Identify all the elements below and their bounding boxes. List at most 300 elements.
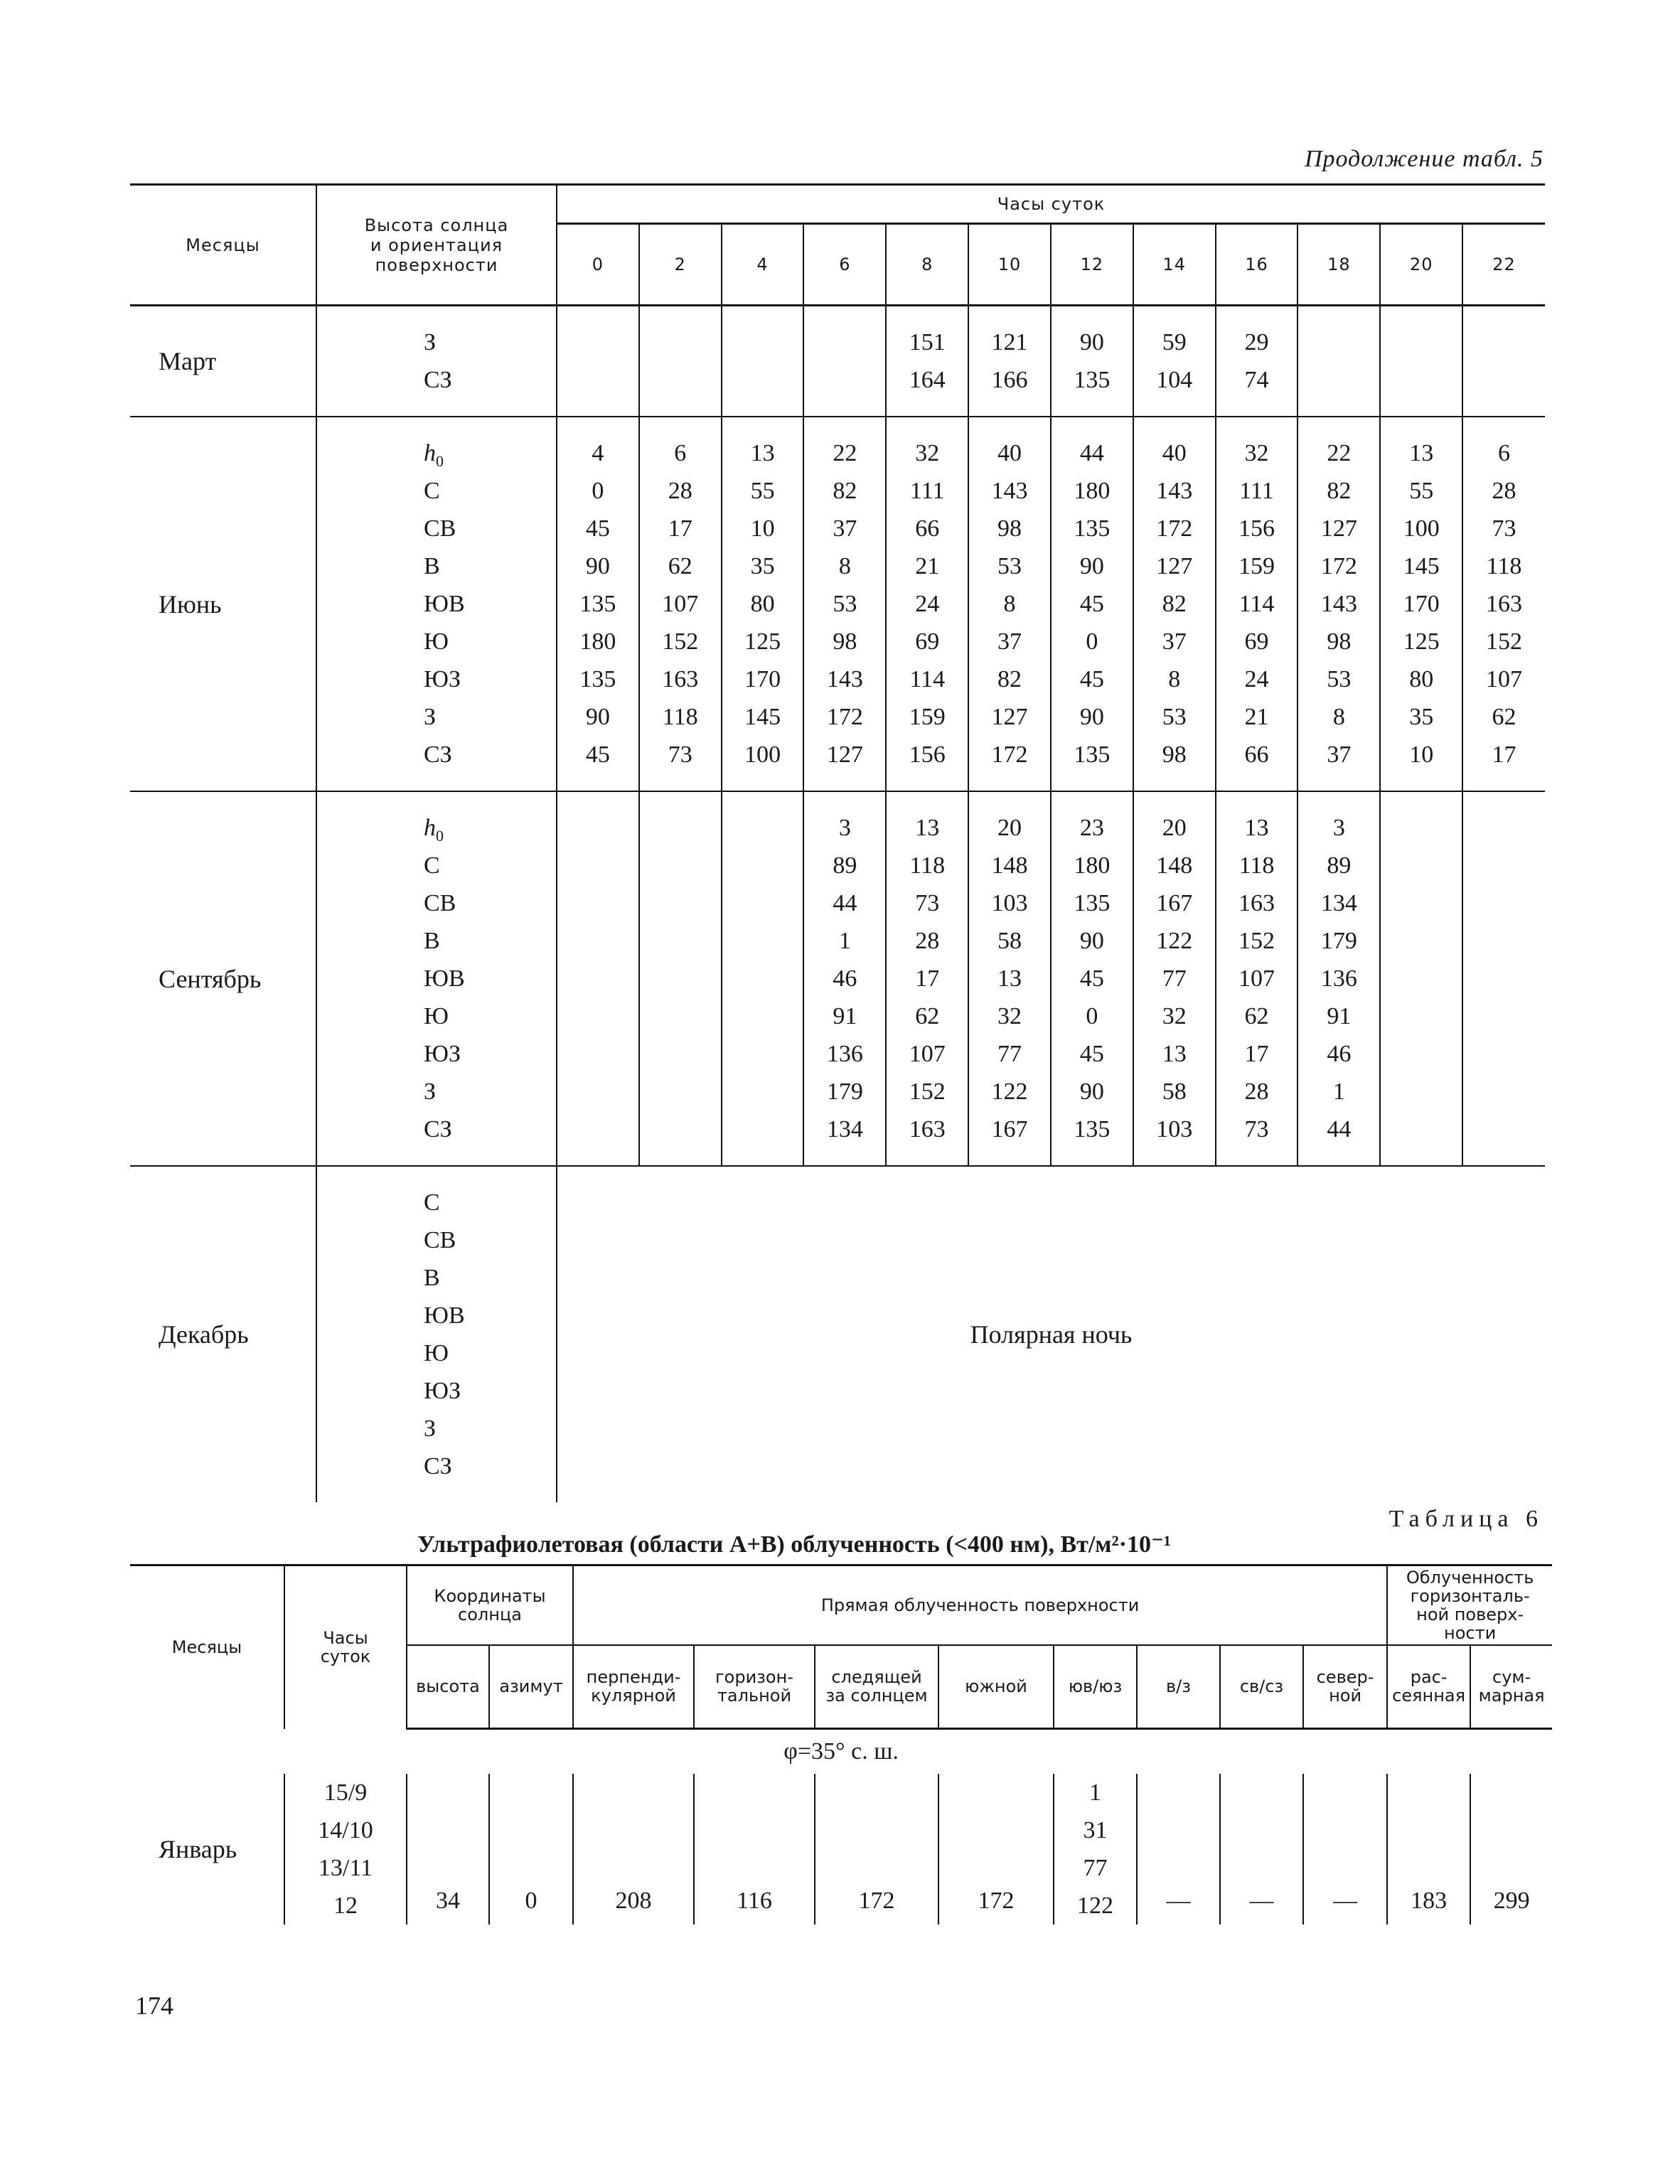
orientation-label: С (424, 852, 440, 879)
value: 180 (1074, 852, 1111, 879)
value-column-cell (1133, 791, 1216, 1166)
value: 156 (909, 742, 946, 768)
value (1381, 1110, 1462, 1148)
value: 32 (1244, 440, 1269, 466)
orientation-label: ЮЗ (424, 1041, 461, 1067)
t6-col-diffuse: рас- сеянная (1387, 1645, 1470, 1729)
value: 172 (991, 742, 1028, 768)
value: 53 (833, 591, 857, 617)
value: 1 (838, 928, 851, 954)
t6-hour-value: 13/11 (318, 1855, 373, 1881)
value (640, 847, 721, 884)
value (1463, 323, 1545, 361)
value: 172 (826, 704, 863, 730)
orientation-label: З (424, 1415, 437, 1442)
value-column-cell (722, 417, 804, 791)
value: 44 (1327, 1116, 1352, 1142)
value: 66 (1244, 742, 1269, 768)
value: 107 (909, 1041, 946, 1067)
t6-hour-value: 12 (333, 1893, 358, 1919)
value: 118 (1486, 553, 1522, 579)
value (1381, 847, 1462, 884)
month-cell: Декабрь (159, 1320, 249, 1349)
orientation-label: ЮЗ (424, 1378, 461, 1404)
value: 46 (833, 965, 857, 992)
hour-col-header: 2 (639, 224, 722, 306)
value (557, 884, 638, 922)
value: 118 (1238, 852, 1275, 879)
value: 90 (1079, 329, 1104, 355)
value: 134 (1320, 890, 1357, 916)
orientation-label: З (424, 704, 437, 730)
value: 179 (826, 1078, 863, 1105)
value: 13 (1409, 440, 1434, 466)
month-cell: Март (130, 306, 316, 417)
value: 8 (1332, 704, 1345, 730)
table-6-title: Ультрафиолетовая (области A+B) облученность (<400 нм), Вт/м²·10⁻¹ (417, 1531, 1172, 1558)
hour-col-header: 14 (1133, 224, 1216, 306)
t6-ne-nw-cell: — (1220, 1774, 1303, 1925)
value (1381, 809, 1462, 847)
value (1381, 1073, 1462, 1110)
value: 114 (909, 666, 946, 692)
value: 90 (585, 553, 610, 579)
value: 167 (991, 1116, 1028, 1142)
value (722, 960, 803, 997)
orientation-label: ЮВ (424, 1302, 465, 1329)
value: 152 (909, 1078, 946, 1105)
hour-col-header: 6 (803, 224, 886, 306)
value (557, 960, 638, 997)
value: 107 (1486, 666, 1523, 692)
t6-col-e-w: в/з (1137, 1645, 1220, 1729)
value: 156 (1238, 515, 1275, 542)
value-column-cell (1380, 791, 1462, 1166)
value: 17 (1492, 742, 1516, 768)
value: 32 (1162, 1003, 1187, 1029)
value: 0 (1086, 1003, 1098, 1029)
t6-col-height: высота (407, 1645, 489, 1729)
value: 135 (1074, 742, 1111, 768)
value (640, 997, 721, 1035)
value: 100 (1403, 515, 1440, 542)
value-column-cell (886, 417, 968, 791)
value: 35 (750, 553, 775, 579)
orientation-cell (316, 417, 557, 791)
value: 111 (1239, 478, 1274, 504)
value: 103 (991, 890, 1028, 916)
value: 98 (833, 628, 857, 655)
value-column-cell (557, 306, 639, 417)
orientation-cell (316, 1166, 557, 1502)
orientation-cell (316, 306, 557, 417)
orientation-label: Ю (424, 1340, 449, 1366)
value: 111 (909, 478, 945, 504)
value: 13 (915, 815, 940, 841)
orientation-label: СВ (424, 890, 456, 916)
value: 58 (1162, 1078, 1187, 1105)
value (1463, 1110, 1545, 1148)
value: 62 (1492, 704, 1516, 730)
orientation-label: В (424, 928, 440, 954)
t6-se-sw-value: 31 (1083, 1817, 1108, 1843)
value (1298, 323, 1379, 361)
value: 104 (1156, 367, 1193, 393)
value (1463, 1073, 1545, 1110)
value: 1 (1332, 1078, 1345, 1105)
value: 172 (1320, 553, 1357, 579)
value-column-cell (886, 791, 968, 1166)
value: 145 (1403, 553, 1440, 579)
value (1381, 922, 1462, 960)
t6-col-horizontal-irr: Облученность горизонталь- ной поверх- ности (1387, 1565, 1552, 1645)
value (1381, 997, 1462, 1035)
value: 77 (1162, 965, 1187, 992)
orientation-label: $h_0$ (424, 440, 444, 470)
value: 148 (1156, 852, 1193, 879)
value: 127 (1156, 553, 1193, 579)
value: 90 (1079, 928, 1104, 954)
t6-height-cell: 34 (407, 1774, 489, 1925)
value: 13 (1244, 815, 1269, 841)
value: 98 (1162, 742, 1187, 768)
orientation-label: СВ (424, 1227, 456, 1253)
value-column-cell (803, 306, 886, 417)
value: 90 (585, 704, 610, 730)
t6-col-azimuth: азимут (489, 1645, 573, 1729)
value: 127 (826, 742, 863, 768)
value: 151 (909, 329, 946, 355)
value (1381, 361, 1462, 399)
hour-col-header: 20 (1380, 224, 1462, 306)
orientation-label: СЗ (424, 1453, 452, 1479)
value: 55 (750, 478, 775, 504)
value: 82 (1162, 591, 1187, 617)
orientation-label: Ю (424, 628, 449, 655)
value: 77 (997, 1041, 1022, 1067)
value-column-cell (1216, 791, 1298, 1166)
value (557, 361, 638, 399)
value: 32 (997, 1003, 1022, 1029)
month-group (130, 1166, 1545, 1502)
t6-col-months: Месяцы (130, 1565, 284, 1729)
value: 74 (1244, 367, 1269, 393)
value-column-cell (639, 306, 722, 417)
value: 59 (1162, 329, 1187, 355)
value: 24 (915, 591, 940, 617)
value: 13 (1162, 1041, 1187, 1067)
value: 13 (997, 965, 1022, 992)
value (557, 1110, 638, 1148)
value: 28 (915, 928, 940, 954)
value-column-cell (722, 306, 804, 417)
value (1381, 884, 1462, 922)
t6-col-south: южной (938, 1645, 1054, 1729)
t6-col-north: север- ной (1303, 1645, 1387, 1729)
orientation-label: С (424, 1189, 440, 1216)
t6-total-cell: 299 (1470, 1774, 1552, 1925)
orientation-label: Ю (424, 1003, 449, 1029)
value (722, 847, 803, 884)
value: 45 (1079, 591, 1104, 617)
value (557, 922, 638, 960)
value: 80 (750, 591, 775, 617)
value (804, 323, 885, 361)
value: 172 (1156, 515, 1193, 542)
value-column-cell (1133, 306, 1216, 417)
t6-azimuth-cell: 0 (489, 1774, 573, 1925)
value: 37 (833, 515, 857, 542)
t6-se-sw-value: 1 (1089, 1779, 1102, 1806)
table-6-label: Таблица 6 (1389, 1506, 1543, 1532)
value-column-cell (557, 417, 639, 791)
value: 163 (1486, 591, 1523, 617)
month-cell: Сентябрь (130, 791, 316, 1166)
value-column-cell (803, 417, 886, 791)
value (557, 997, 638, 1035)
value: 55 (1409, 478, 1434, 504)
value: 3 (1332, 815, 1345, 841)
t6-hours-cell (284, 1774, 407, 1925)
value (640, 1035, 721, 1073)
value: 35 (1409, 704, 1434, 730)
col-height-orientation-header: Высота солнца и ориентация поверхности (316, 185, 557, 306)
value: 159 (909, 704, 946, 730)
value: 90 (1079, 553, 1104, 579)
value: 53 (997, 553, 1022, 579)
value: 62 (668, 553, 692, 579)
value: 91 (833, 1003, 857, 1029)
hour-col-header: 4 (722, 224, 804, 306)
value (640, 1073, 721, 1110)
hour-col-header: 10 (968, 224, 1051, 306)
value: 22 (833, 440, 857, 466)
t6-perp-cell: 208 (573, 1774, 694, 1925)
value: 17 (1244, 1041, 1269, 1067)
value: 118 (909, 852, 946, 879)
value (722, 922, 803, 960)
value (722, 997, 803, 1035)
value: 90 (1079, 704, 1104, 730)
value-column-cell (968, 791, 1051, 1166)
value: 170 (1403, 591, 1440, 617)
value (640, 884, 721, 922)
value-column-cell (968, 306, 1051, 417)
value: 118 (662, 704, 698, 730)
value: 135 (579, 591, 616, 617)
value (804, 361, 885, 399)
hour-col-header: 12 (1051, 224, 1133, 306)
t6-e-w-cell: — (1137, 1774, 1220, 1925)
value: 21 (915, 553, 940, 579)
hour-col-header: 18 (1298, 224, 1380, 306)
value-column-cell (722, 791, 804, 1166)
orientation-cell (316, 791, 557, 1166)
t6-horiz-cell: 116 (694, 1774, 815, 1925)
value: 125 (1403, 628, 1440, 655)
value: 10 (750, 515, 775, 542)
value: 73 (1244, 1116, 1269, 1142)
value (1463, 922, 1545, 960)
value: 24 (1244, 666, 1269, 692)
table-continuation-caption: Продолжение табл. 5 (1304, 146, 1543, 172)
value (640, 809, 721, 847)
orientation-label: ЮЗ (424, 666, 461, 692)
value (1463, 1035, 1545, 1073)
value: 167 (1156, 890, 1193, 916)
t6-col-horiz: горизон- тальной (694, 1645, 815, 1729)
value (557, 323, 638, 361)
t6-col-perp: перпенди- кулярной (573, 1645, 694, 1729)
value-column-cell (1133, 417, 1216, 791)
orientation-label: ЮВ (424, 591, 465, 617)
polar-night-note: Полярная ночь (557, 1166, 1545, 1502)
value: 20 (1162, 815, 1187, 841)
value: 143 (1156, 478, 1193, 504)
value-column-cell (1298, 791, 1380, 1166)
orientation-label: В (424, 1265, 440, 1291)
value: 152 (662, 628, 699, 655)
value: 23 (1079, 815, 1104, 841)
value: 6 (1498, 440, 1511, 466)
value: 17 (668, 515, 692, 542)
month-cell: Июнь (130, 417, 316, 791)
value: 45 (1079, 666, 1104, 692)
value: 82 (833, 478, 857, 504)
value: 89 (1327, 852, 1352, 879)
t6-latitude-row: φ=35° с. ш. (783, 1738, 899, 1765)
value: 159 (1238, 553, 1275, 579)
value: 145 (744, 704, 781, 730)
t6-hour-value: 14/10 (318, 1817, 373, 1843)
value-column-cell (1051, 417, 1133, 791)
value: 46 (1327, 1041, 1352, 1067)
value: 135 (1074, 515, 1111, 542)
value: 44 (1079, 440, 1104, 466)
value: 107 (662, 591, 699, 617)
page-number: 174 (135, 1991, 173, 2020)
value: 143 (991, 478, 1028, 504)
value: 28 (1492, 478, 1516, 504)
t6-col-total: сум- марная (1470, 1645, 1552, 1729)
value: 89 (833, 852, 857, 879)
col-months-header: Месяцы (130, 185, 316, 306)
value: 122 (1156, 928, 1193, 954)
value: 148 (991, 852, 1028, 879)
value (1463, 884, 1545, 922)
value-column-cell (1462, 417, 1545, 791)
value: 37 (1327, 742, 1352, 768)
t6-se-sw-value: 122 (1077, 1893, 1114, 1919)
value-column-cell (639, 791, 722, 1166)
value (640, 361, 721, 399)
value: 40 (997, 440, 1022, 466)
value: 58 (997, 928, 1022, 954)
value (557, 1035, 638, 1073)
value-column-cell (1298, 417, 1380, 791)
value: 62 (1244, 1003, 1269, 1029)
value: 73 (1492, 515, 1516, 542)
value: 40 (1162, 440, 1187, 466)
value-column-cell (886, 306, 968, 417)
t6-diffuse-cell: 183 (1387, 1774, 1470, 1925)
value: 45 (585, 742, 610, 768)
value (1463, 960, 1545, 997)
t6-col-hours: Часы суток (284, 1565, 407, 1729)
value (557, 847, 638, 884)
value (722, 323, 803, 361)
value (722, 1073, 803, 1110)
value: 121 (991, 329, 1028, 355)
value: 6 (674, 440, 687, 466)
orientation-label: СВ (424, 515, 456, 542)
value (557, 1073, 638, 1110)
value (640, 960, 721, 997)
table-6 (130, 1564, 1552, 1925)
value: 28 (1244, 1078, 1269, 1105)
value: 73 (668, 742, 692, 768)
value: 152 (1486, 628, 1523, 655)
value: 135 (1074, 890, 1111, 916)
value: 0 (592, 478, 604, 504)
value: 22 (1327, 440, 1352, 466)
value: 66 (915, 515, 940, 542)
value: 163 (662, 666, 699, 692)
value (722, 1110, 803, 1148)
value: 163 (1238, 890, 1275, 916)
value: 69 (915, 628, 940, 655)
value-column-cell (1298, 306, 1380, 417)
t6-se-sw-cell (1054, 1774, 1137, 1925)
value-column-cell (557, 791, 639, 1166)
value-column-cell (1380, 306, 1462, 417)
value: 8 (838, 553, 851, 579)
orientation-label: З (424, 329, 437, 355)
value: 62 (915, 1003, 940, 1029)
value: 44 (833, 890, 857, 916)
value: 90 (1079, 1078, 1104, 1105)
value: 21 (1244, 704, 1269, 730)
value: 8 (1168, 666, 1181, 692)
value-column-cell (968, 417, 1051, 791)
value: 45 (585, 515, 610, 542)
value-column-cell (1380, 417, 1462, 791)
value (1381, 960, 1462, 997)
orientation-label: В (424, 553, 440, 579)
month-group (130, 306, 1545, 417)
value: 134 (826, 1116, 863, 1142)
value: 73 (915, 890, 940, 916)
value: 143 (1320, 591, 1357, 617)
value-column-cell (1216, 306, 1298, 417)
value: 166 (991, 367, 1028, 393)
value-column-cell (639, 417, 722, 791)
value: 170 (744, 666, 781, 692)
value: 13 (750, 440, 775, 466)
value (640, 1110, 721, 1148)
value: 136 (826, 1041, 863, 1067)
value: 45 (1079, 1041, 1104, 1067)
value-column-cell (1051, 791, 1133, 1166)
hour-col-header: 16 (1216, 224, 1298, 306)
value: 127 (991, 704, 1028, 730)
t6-south-cell: 172 (938, 1774, 1054, 1925)
value (1463, 847, 1545, 884)
value: 180 (579, 628, 616, 655)
value: 127 (1320, 515, 1357, 542)
value: 152 (1238, 928, 1275, 954)
value (722, 809, 803, 847)
